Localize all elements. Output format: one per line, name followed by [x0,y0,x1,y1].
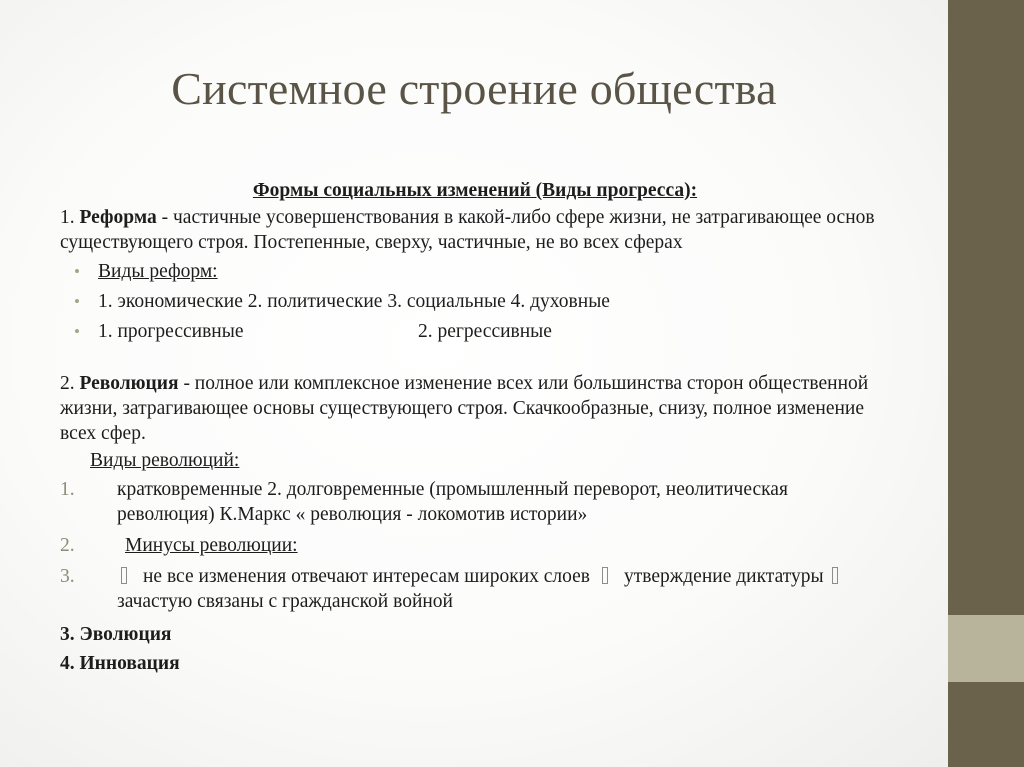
list-item [60,289,890,314]
bullet-icon: • [74,292,80,311]
revolution-term: Революция [79,373,179,394]
reform-regressive: 2. регрессивные [418,321,552,342]
minus-item-1: не все изменения отвечают интересам широких слоев [143,566,591,587]
revolution-number: 2. [60,373,75,394]
bullet-icon: • [74,322,80,341]
missing-glyph-icon [121,567,127,584]
list-item [60,477,890,527]
list-number: 2. [60,535,75,556]
revolution-minuses-heading: Минусы революции: [125,535,298,556]
reform-definition: - частичные усовершенствования в какой-либо сфере жизни, не затрагивающее основ существующего строя. Постепенные, сверху, частичные, не во всех сферах [60,207,875,253]
missing-glyph-icon [602,567,608,584]
bullet-icon: • [74,262,80,281]
minus-item-3: зачастую связаны с гражданской войной [117,591,453,612]
minus-item-2: утверждение диктатуры [624,566,824,587]
revolution-list [60,477,890,614]
list-number: 1. [60,479,75,500]
reform-types-line: 1. экономические 2. политические 3. социальные 4. духовные [98,291,610,312]
revolution-paragraph [60,371,890,446]
section-subheading: Формы социальных изменений (Виды прогресса): [252,180,698,201]
list-item [60,533,890,558]
slide-title: Системное строение общества [171,63,777,114]
slide-content [60,178,890,676]
reform-types-heading: Виды реформ: [98,261,218,282]
revolution-types-heading: Виды революций: [90,450,240,471]
evolution-heading: 3. Эволюция [60,624,172,645]
reform-number: 1. [60,207,75,228]
innovation-heading: 4. Инновация [60,653,180,674]
revolution-definition: - полное или комплексное изменение всех или большинства сторон общественной жизни, затрагивающее основы существующего строя. Скачкообразные, снизу, полное изменение всех сфер. [60,373,869,444]
list-item [60,564,890,614]
reform-progressive: 1. прогрессивные [98,321,244,342]
list-item [60,259,890,284]
sidebar-accent-block [948,615,1024,682]
reform-bullets [60,259,890,344]
reform-paragraph [60,205,890,255]
missing-glyph-icon [832,567,838,584]
reform-term: Реформа [79,207,157,228]
revolution-list-text: кратковременные 2. долговременные (промышленный переворот, неолитическая революция) К.Маркс « революция - локомотив истории» [117,479,788,525]
list-number: 3. [60,566,75,587]
spacer [60,349,890,371]
revolution-types-heading-row [60,448,890,473]
list-item [60,319,890,344]
